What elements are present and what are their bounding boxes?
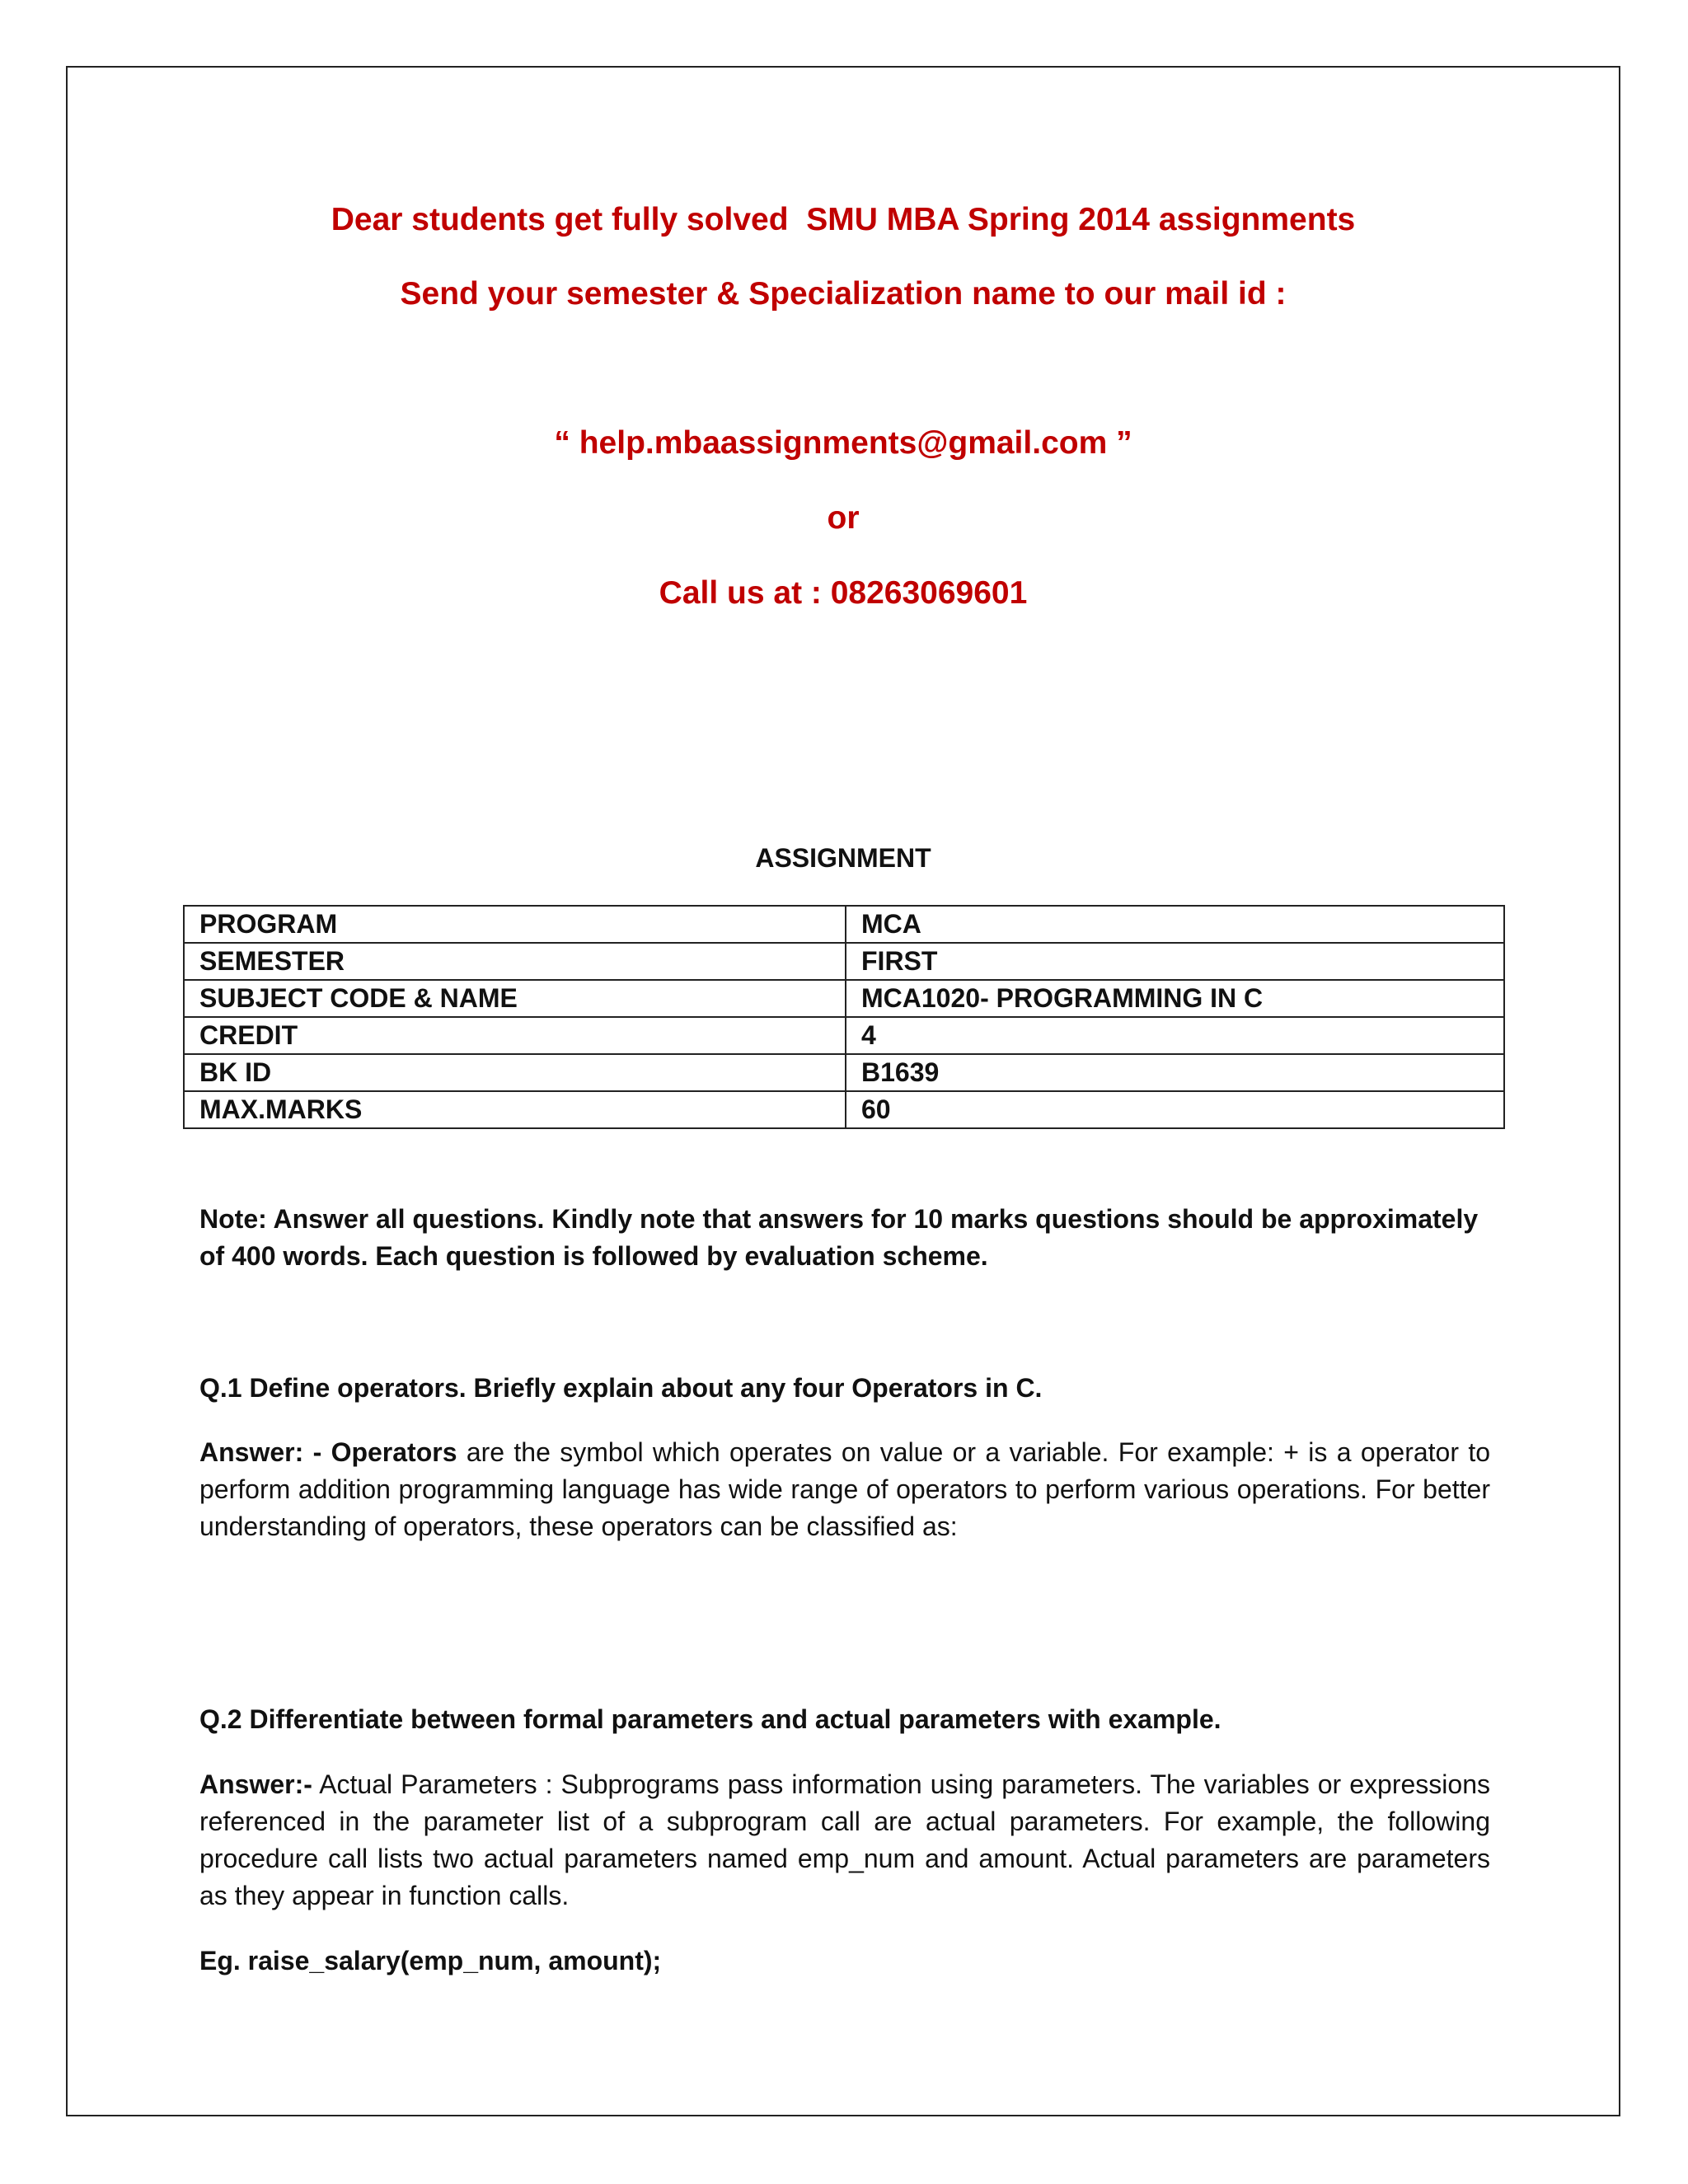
q1-answer xyxy=(199,1434,1490,1545)
q1-answer-text: are the symbol which operates on value or a variable. For example: + is a operator to perform addition programming language has wide range of operators to perform various operations. For better understanding of operators, these operators can be classified as: xyxy=(199,1437,1491,1541)
promo-or: or xyxy=(827,500,860,536)
row-key: PROGRAM xyxy=(184,906,846,943)
table-row xyxy=(184,980,1504,1017)
row-value: FIRST xyxy=(846,943,1504,980)
row-key: BK ID xyxy=(184,1054,846,1091)
promo-line-1: Dear students get fully solved SMU MBA Spring 2014 assignments xyxy=(331,202,1356,237)
row-value: MCA1020- PROGRAMMING IN C xyxy=(846,980,1504,1017)
q2-answer-label: Answer:- xyxy=(199,1769,312,1799)
note-paragraph: Note: Answer all questions. Kindly note that answers for 10 marks questions should be approximately of 400 words. Each question is followed by evaluation scheme. xyxy=(199,1204,1479,1271)
q1-answer-term: Operators xyxy=(331,1437,457,1467)
promo-call: Call us at : 08263069601 xyxy=(659,575,1028,611)
table-row xyxy=(184,906,1504,943)
q2-example: Eg. raise_salary(emp_num, amount); xyxy=(199,1946,662,1975)
row-value: MCA xyxy=(846,906,1504,943)
q2-answer-text: Actual Parameters : Subprograms pass information using parameters. The variables or expressions referenced in the parameter list of a subprogram call are actual parameters. For example, the following procedure call lists two actual parameters named emp_num and amount. Actual parameters are parameters as they appear in function calls. xyxy=(199,1769,1490,1910)
row-key: CREDIT xyxy=(184,1017,846,1054)
table-row xyxy=(184,943,1504,980)
row-key: MAX.MARKS xyxy=(184,1091,846,1128)
table-row xyxy=(184,1017,1504,1054)
row-value: B1639 xyxy=(846,1054,1504,1091)
row-key: SEMESTER xyxy=(184,943,846,980)
q2-answer xyxy=(199,1766,1490,1915)
q1-question: Q.1 Define operators. Briefly explain about any four Operators in C. xyxy=(199,1373,1043,1403)
assignment-details-table xyxy=(183,905,1505,1129)
assignment-title: ASSIGNMENT xyxy=(755,843,931,873)
row-key: SUBJECT CODE & NAME xyxy=(184,980,846,1017)
row-value: 60 xyxy=(846,1091,1504,1128)
promo-line-2: Send your semester & Specialization name to our mail id : xyxy=(400,276,1287,312)
row-value: 4 xyxy=(846,1017,1504,1054)
promo-email: “ help.mbaassignments@gmail.com ” xyxy=(554,425,1132,461)
table-row xyxy=(184,1091,1504,1128)
q1-answer-label: Answer: - xyxy=(199,1437,331,1467)
q2-question: Q.2 Differentiate between formal parameters and actual parameters with example. xyxy=(199,1704,1221,1734)
table-row xyxy=(184,1054,1504,1091)
